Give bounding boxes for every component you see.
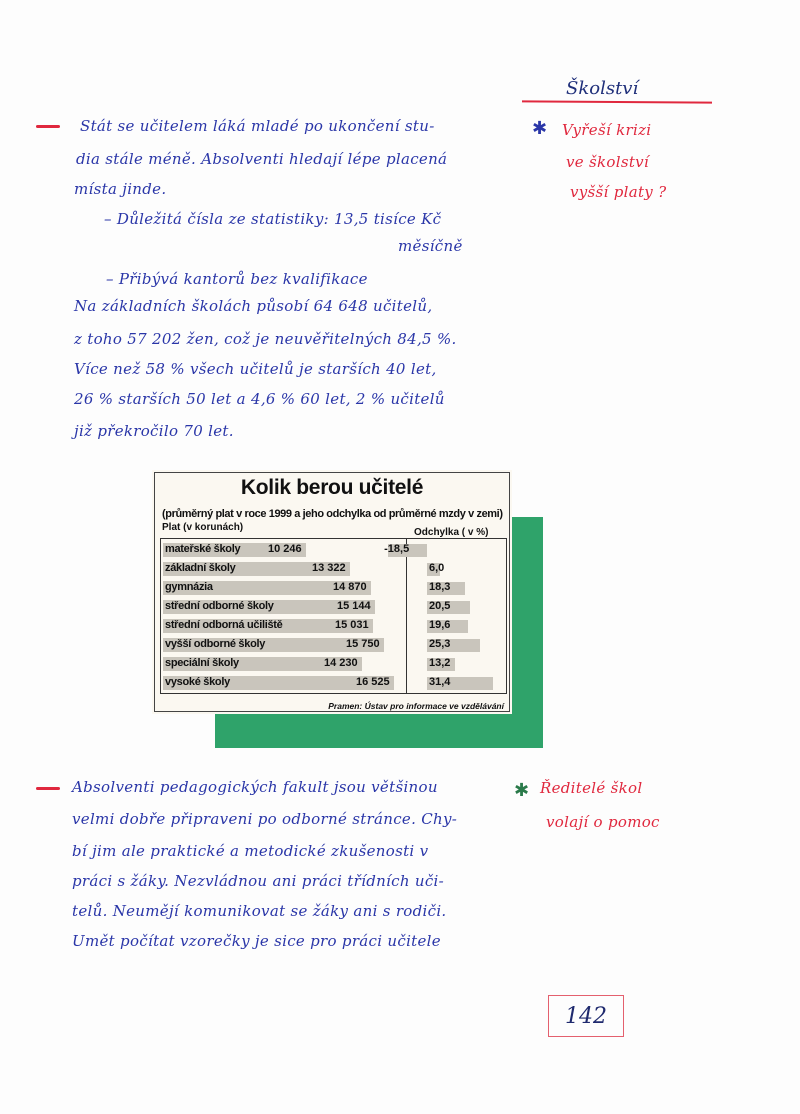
margin-note: vyšší platy ? — [570, 183, 667, 201]
salary-value: 13 322 — [312, 562, 346, 574]
row-label: vyšší odborné školy — [165, 638, 266, 650]
text-line: místa jinde. — [74, 180, 167, 198]
table-row — [161, 560, 506, 579]
table-row — [161, 598, 506, 617]
salary-value: 16 525 — [356, 676, 390, 688]
deviation-value: 6,0 — [429, 562, 445, 574]
text-line: Stát se učitelem láká mladé po ukončení stu- — [80, 117, 435, 135]
row-label: speciální školy — [165, 657, 239, 669]
text-line: z toho 57 202 žen, což je neuvěřitelných 84,5 %. — [74, 330, 457, 348]
text-line: Umět počítat vzorečky je sice pro práci učitele — [72, 932, 441, 950]
title-underline — [522, 100, 712, 103]
text-line: Více než 58 % všech učitelů je starších 40 let, — [74, 360, 437, 378]
deviation-value: 13,2 — [429, 657, 451, 669]
table-row — [161, 541, 506, 560]
salary-value: 15 031 — [335, 619, 369, 631]
row-label: mateřské školy — [165, 543, 241, 555]
deviation-value: 25,3 — [429, 638, 451, 650]
text-line: 26 % starších 50 let a 4,6 % 60 let, 2 % učitelů — [74, 390, 445, 408]
asterisk-icon: ✱ — [532, 118, 548, 139]
table-row — [161, 579, 506, 598]
deviation-value: 18,3 — [429, 581, 451, 593]
margin-note: ve školství — [566, 153, 650, 171]
newspaper-clipping — [152, 470, 512, 714]
text-line: – Přibývá kantorů bez kvalifikace — [106, 270, 368, 288]
row-label: gymnázia — [165, 581, 213, 593]
salary-column-header: Plat (v korunách) — [162, 522, 244, 533]
deviation-value: 31,4 — [429, 676, 451, 688]
text-line: velmi dobře připraveni po odborné stránce. Chy- — [72, 810, 458, 828]
deviation-value: 20,5 — [429, 600, 451, 612]
table-row — [161, 617, 506, 636]
salary-value: 14 230 — [324, 657, 358, 669]
table-row — [161, 636, 506, 655]
page-number-box — [548, 995, 624, 1037]
text-line: bí jim ale praktické a metodické zkušenosti v — [72, 842, 429, 860]
margin-note: volají o pomoc — [546, 813, 660, 831]
clipping-subtitle: (průměrný plat v roce 1999 a jeho odchylka od průměrné mzdy v zemi) — [162, 508, 503, 520]
margin-note: Ředitelé škol — [540, 779, 643, 797]
text-line: dia stále méně. Absolventi hledají lépe placená — [76, 150, 448, 168]
deviation-column-header: Odchylka ( v %) — [414, 527, 489, 538]
margin-note: Vyřeší krizi — [562, 121, 652, 139]
row-label: vysoké školy — [165, 676, 230, 688]
page-title: Školství — [566, 78, 639, 99]
row-label: základní školy — [165, 562, 236, 574]
salary-table — [160, 538, 507, 694]
deviation-value: 19,6 — [429, 619, 451, 631]
table-row — [161, 674, 506, 693]
text-line: – Důležitá čísla ze statistiky: 13,5 tisíce Kč — [104, 210, 442, 228]
text-line: měsíčně — [398, 237, 463, 255]
deviation-value: -18,5 — [384, 543, 410, 555]
salary-value: 15 144 — [337, 600, 371, 612]
page-number: 142 — [565, 1004, 607, 1029]
salary-value: 15 750 — [346, 638, 380, 650]
table-row — [161, 655, 506, 674]
asterisk-icon: ✱ — [514, 780, 530, 801]
text-line: práci s žáky. Nezvládnou ani práci třídních uči- — [72, 872, 445, 890]
bullet-dash — [36, 125, 60, 128]
clipping-source: Pramen: Ústav pro informace ve vzdělávání — [328, 701, 504, 711]
text-line: telů. Neumějí komunikovat se žáky ani s rodiči. — [72, 902, 447, 920]
row-label: střední odborná učiliště — [165, 619, 283, 631]
clipping-title: Kolik berou učitelé — [240, 476, 424, 499]
text-line: již překročilo 70 let. — [74, 422, 234, 440]
row-label: střední odborné školy — [165, 600, 274, 612]
salary-value: 10 246 — [268, 543, 302, 555]
salary-value: 14 870 — [333, 581, 367, 593]
bullet-dash — [36, 787, 60, 790]
text-line: Na základních školách působí 64 648 učitelů, — [74, 297, 433, 315]
text-line: Absolventi pedagogických fakult jsou většinou — [72, 778, 438, 796]
